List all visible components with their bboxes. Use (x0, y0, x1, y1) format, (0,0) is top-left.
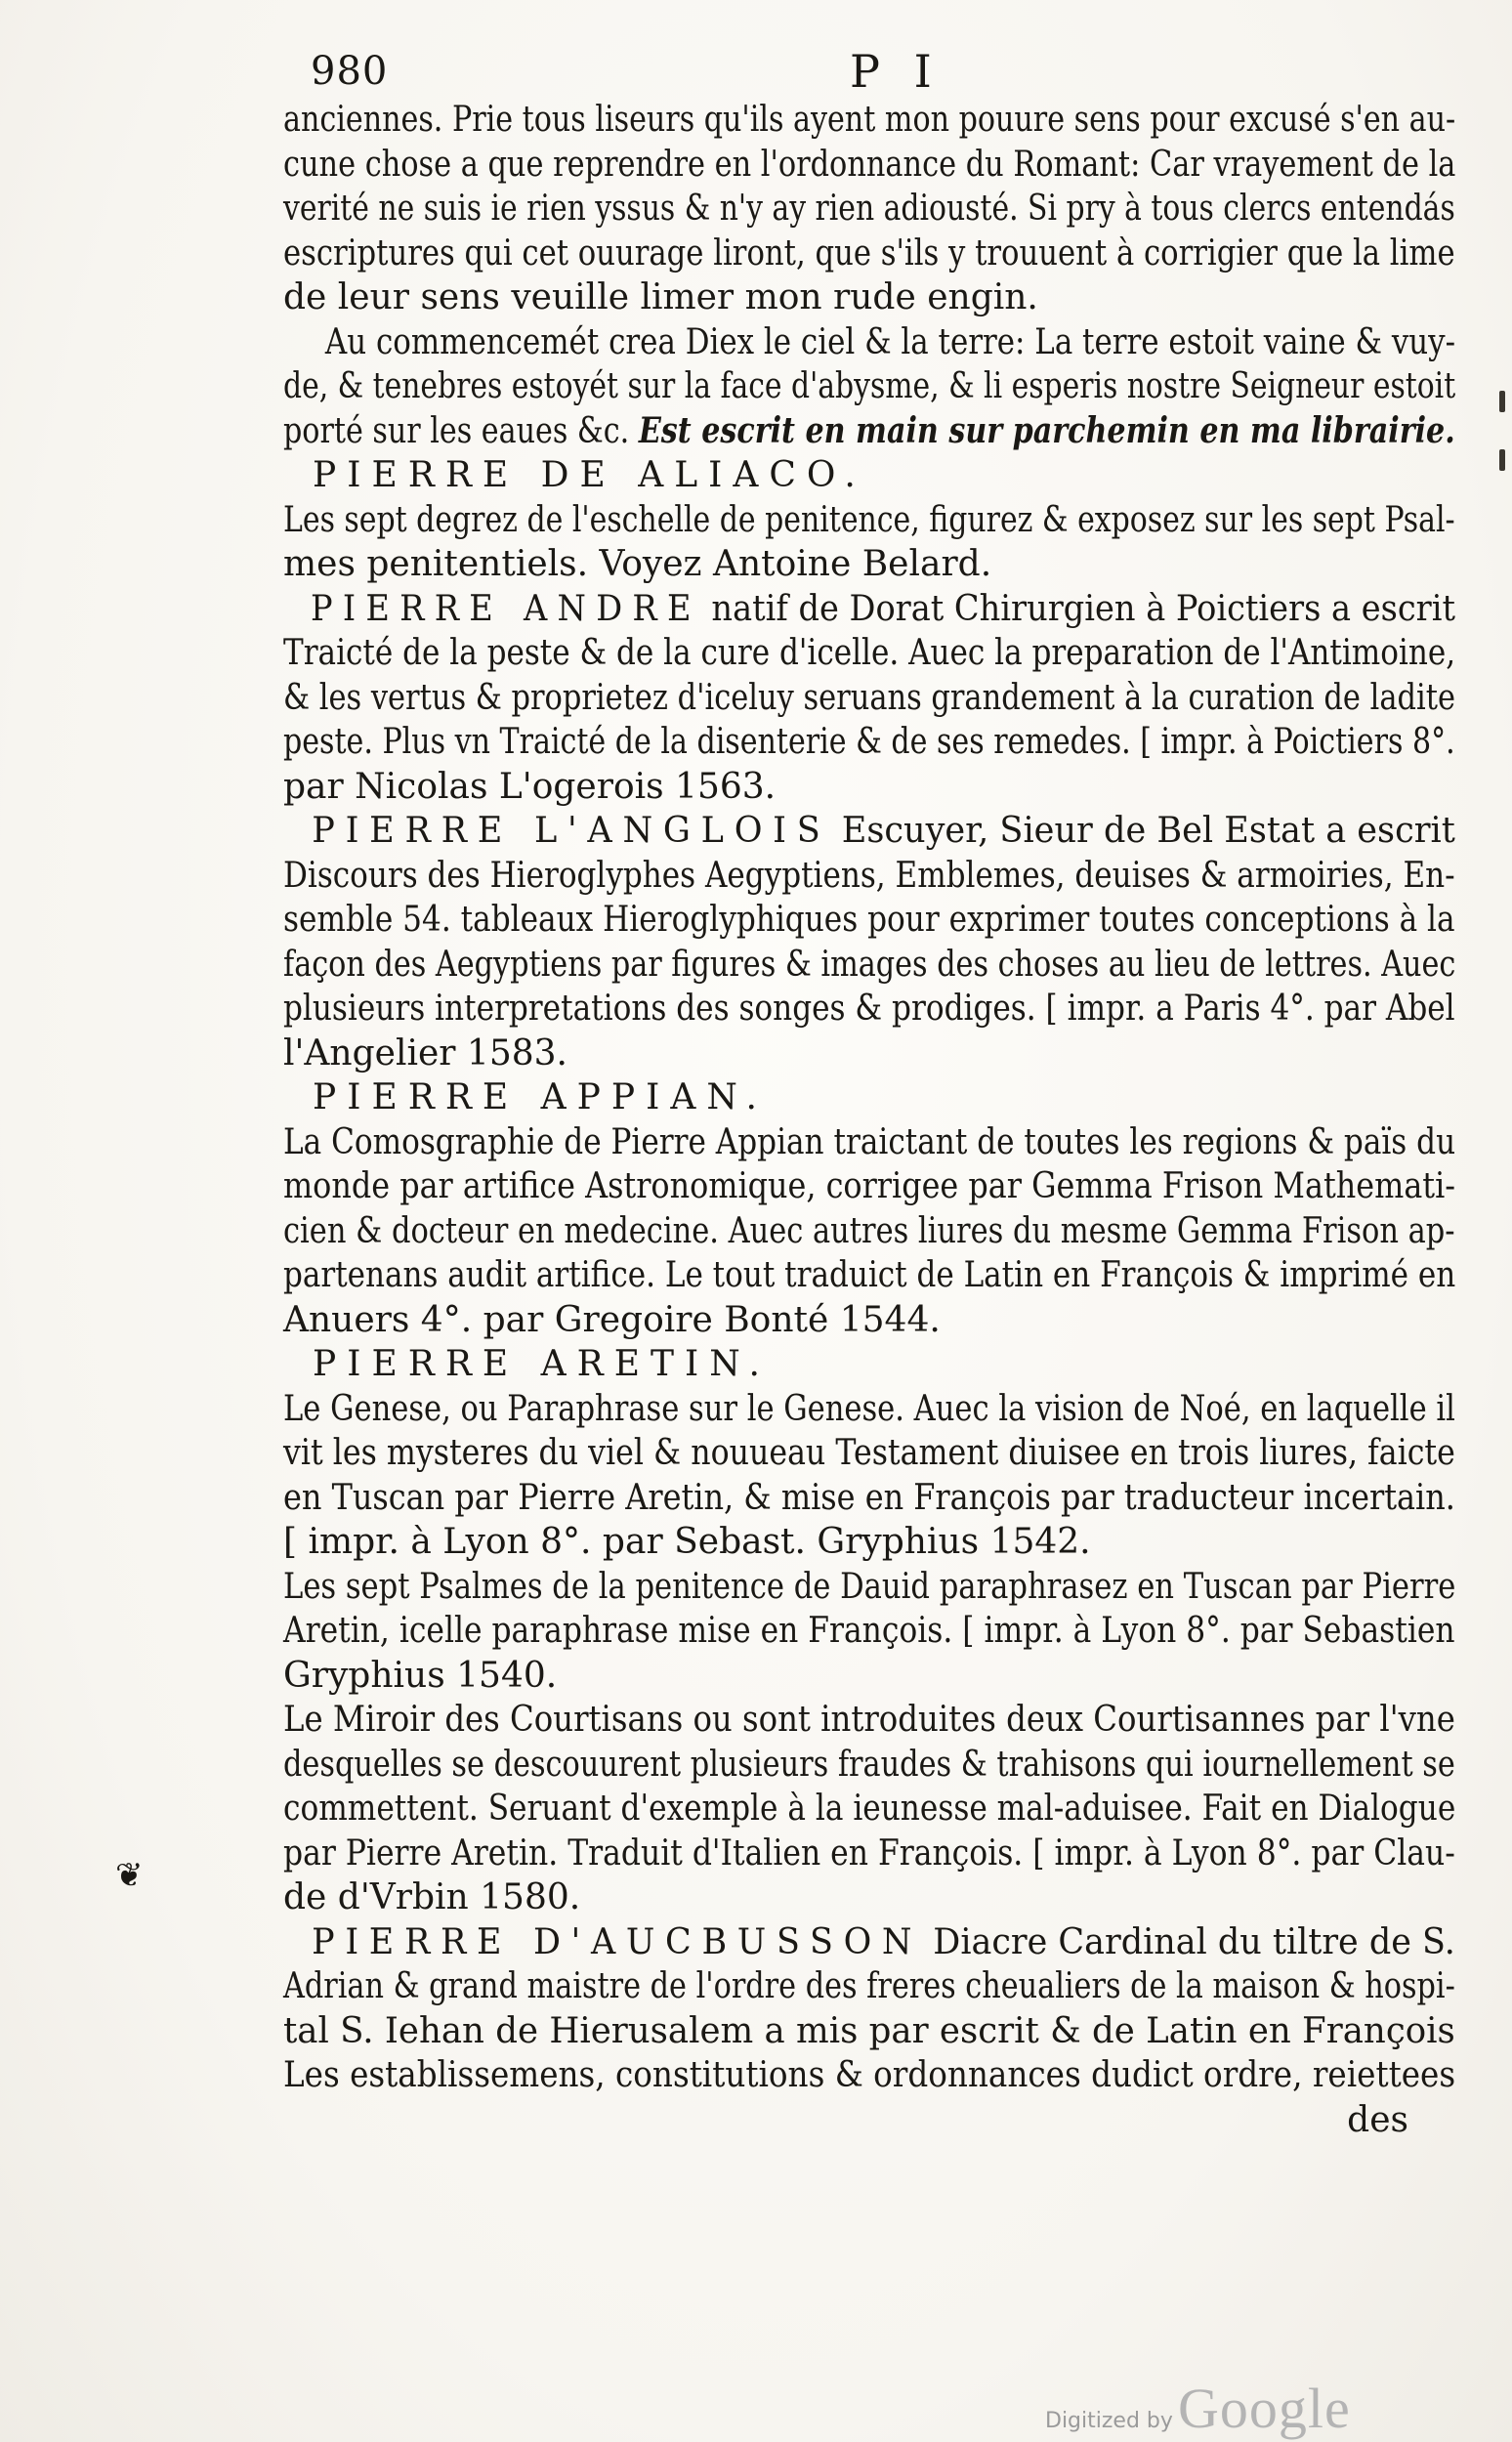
text-line (283, 1875, 1455, 1920)
text-line (283, 1431, 1455, 1476)
line-text: Les sept degrez de l'eschelle de penitence, figurez & exposez sur les sept Psal- (283, 499, 1455, 540)
line-text: peste. Plus vn Traicté de la disenterie & de ses remedes. [ impr. à Poictiers 8°. (283, 722, 1455, 762)
line-text: plusieurs interpretations des songes & prodiges. [ impr. a Paris 4°. par Abel (283, 989, 1455, 1029)
author-name: PIERRE DE ALIACO. (313, 455, 866, 495)
text-line (283, 275, 1455, 320)
entry-heading-line (283, 587, 1455, 632)
line-text: Escuyer, Sieur de Bel Estat a escrit (830, 811, 1455, 851)
text-line (283, 720, 1455, 765)
text-line (283, 1698, 1455, 1743)
text-line (283, 631, 1456, 676)
section-heading: P I (850, 45, 942, 98)
text-line (283, 187, 1455, 232)
line-text: Adrian & grand maistre de l'ordre des freres cheualiers de la maison & hospi- (283, 1966, 1455, 2006)
text-line (283, 676, 1455, 721)
author-name: PIERRE ANDRE (310, 588, 701, 629)
text-line (283, 2098, 1455, 2143)
text-line (283, 943, 1456, 988)
text-line (283, 1387, 1455, 1432)
text-line (283, 232, 1455, 276)
line-text: natif de Dorat Chirurgien à Poictiers a escrit (700, 588, 1455, 629)
page-number: 980 (311, 49, 389, 94)
text-line (283, 542, 1455, 587)
text-line (283, 1787, 1456, 1832)
margin-mark-icon (1499, 449, 1505, 471)
margin-mark-icon (1499, 391, 1505, 412)
line-text: des (1347, 2099, 1408, 2140)
manuscript-note: Est escrit en main sur parchemin en ma librairie. (638, 409, 1455, 451)
author-name: PIERRE L'ANGLOIS (312, 811, 831, 851)
text-line (283, 987, 1455, 1032)
line-text: [ impr. à Lyon 8°. par Sebast. Gryphius 1542. (283, 1522, 1091, 1562)
line-text: par Pierre Aretin. Traduit d'Italien en François. [ impr. à Lyon 8°. par Clau- (283, 1832, 1455, 1874)
text-line (283, 1565, 1456, 1610)
text-line (283, 898, 1455, 943)
text-line (283, 1253, 1456, 1298)
entry-heading-line (283, 1075, 1455, 1120)
text-line (283, 1832, 1455, 1876)
entry-heading-line (283, 453, 1455, 498)
text-line (283, 854, 1455, 899)
text-line (283, 2009, 1455, 2054)
line-text: Les establissemens, constitutions & ordonnances dudict ordre, reiettees (283, 2055, 1456, 2095)
text-line (283, 1743, 1455, 1788)
entry-heading-line (283, 1342, 1455, 1387)
line-text: cien & docteur en medecine. Auec autres liures du mesme Gemma Frison ap- (283, 1210, 1455, 1251)
text-line (283, 409, 1455, 454)
text-line (283, 1476, 1455, 1521)
line-text: commettent. Seruant d'exemple à la ieunesse mal-aduisee. Fait en Dialogue (283, 1789, 1456, 1829)
line-text: Gryphius 1540. (283, 1655, 558, 1696)
text-line (283, 1654, 1455, 1699)
text-line (283, 98, 1456, 143)
running-head (0, 45, 1512, 98)
line-text: verité ne suis ie rien yssus & n'y ay rien adiousté. Si pry à tous clercs entendás (283, 189, 1455, 229)
line-text: en Tuscan par Pierre Aretin, & mise en François par traducteur incertain. (283, 1477, 1455, 1518)
line-text: de leur sens veuille limer mon rude engin. (283, 277, 1038, 317)
line-text: cune chose a que reprendre en l'ordonnance du Romant: Car vrayement de la (283, 144, 1456, 185)
text-line (283, 1520, 1455, 1565)
line-text: Les sept Psalmes de la penitence de Dauid paraphrasez en Tuscan par Pierre (283, 1566, 1456, 1607)
text-line (283, 1164, 1456, 1209)
line-text: & les vertus & proprietez d'iceluy seruans grandement à la curation de ladite (283, 677, 1455, 718)
line-text: monde par artifice Astronomique, corrigee par Gemma Frison Mathemati- (283, 1166, 1456, 1206)
line-text: Diacre Cardinal du tiltre de S. (922, 1921, 1455, 1962)
text-line (283, 1120, 1456, 1165)
line-text: La Comosgraphie de Pierre Appian traictant de toutes les regions & païs du (283, 1121, 1456, 1162)
line-text: de, & tenebres estoyét sur la face d'abysme, & li esperis nostre Seigneur estoit (283, 366, 1456, 406)
body-text (283, 98, 1455, 2142)
text-line (283, 1298, 1455, 1343)
text-line (283, 320, 1456, 365)
line-text: partenans audit artifice. Le tout traduict de Latin en François & imprimé en (283, 1255, 1456, 1295)
entry-heading-line (283, 1920, 1455, 1965)
line-text: l'Angelier 1583. (283, 1032, 567, 1074)
line-text: Le Genese, ou Paraphrase sur le Genese. Auec la vision de Noé, en laquelle il (283, 1388, 1455, 1429)
line-text: Le Miroir des Courtisans ou sont introduites deux Courtisannes par l'vne (283, 1700, 1455, 1740)
line-text: par Nicolas L'ogerois 1563. (283, 766, 777, 807)
text-line (283, 765, 1455, 810)
line-text: porté sur les eaues &c. (283, 410, 639, 451)
line-text: Anuers 4°. par Gregoire Bonté 1544. (283, 1299, 941, 1340)
text-line (283, 498, 1455, 543)
line-text: Aretin, icelle paraphrase mise en François. [ impr. à Lyon 8°. par Sebastien (283, 1611, 1455, 1651)
text-line (283, 2053, 1456, 2098)
line-text: anciennes. Prie tous liseurs qu'ils ayent mon pouure sens pour excusé s'en au- (283, 100, 1456, 140)
line-text: de d'Vrbin 1580. (283, 1877, 581, 1917)
digitized-footer (1045, 2376, 1351, 2440)
google-logo: Google (1178, 2377, 1351, 2440)
text-line (283, 1609, 1455, 1654)
line-text: tal S. Iehan de Hierusalem a mis par escrit & de Latin en François (283, 2010, 1455, 2051)
entry-heading-line (283, 809, 1455, 854)
text-line (283, 364, 1456, 409)
line-text: semble 54. tableaux Hieroglyphiques pour exprimer toutes conceptions à la (283, 900, 1455, 940)
digitized-label: Digitized by (1045, 2409, 1173, 2433)
line-text: escriptures qui cet ouurage liront, que s'ils y trouuent à corrigier que la lime (283, 232, 1455, 274)
text-line (283, 143, 1456, 188)
line-text: Au commencemét crea Diex le ciel & la terre: La terre estoit vaine & vuy- (324, 321, 1456, 362)
text-line (283, 1209, 1455, 1254)
line-text: Traicté de la peste & de la cure d'icelle. Auec la preparation de l'Antimoine, (283, 633, 1456, 673)
author-name: PIERRE APPIAN. (313, 1077, 768, 1117)
margin-mark-icon: ❦ (115, 1856, 144, 1895)
author-name: PIERRE ARETIN. (313, 1344, 771, 1384)
line-text: Discours des Hieroglyphes Aegyptiens, Emblemes, deuises & armoiries, En- (283, 855, 1455, 896)
line-text: vit les mysteres du viel & nouueau Testament diuisee en trois liures, faicte (283, 1433, 1455, 1473)
text-line (283, 1032, 1455, 1076)
line-text: desquelles se descouurent plusieurs fraudes & trahisons qui iournellement se (283, 1744, 1455, 1785)
line-text: mes penitentiels. Voyez Antoine Belard. (283, 544, 992, 584)
text-line (283, 1964, 1455, 2009)
author-name: PIERRE D'AUCBUSSON (312, 1921, 923, 1962)
line-text: façon des Aegyptiens par figures & images des choses au lieu de lettres. Auec (283, 944, 1456, 985)
